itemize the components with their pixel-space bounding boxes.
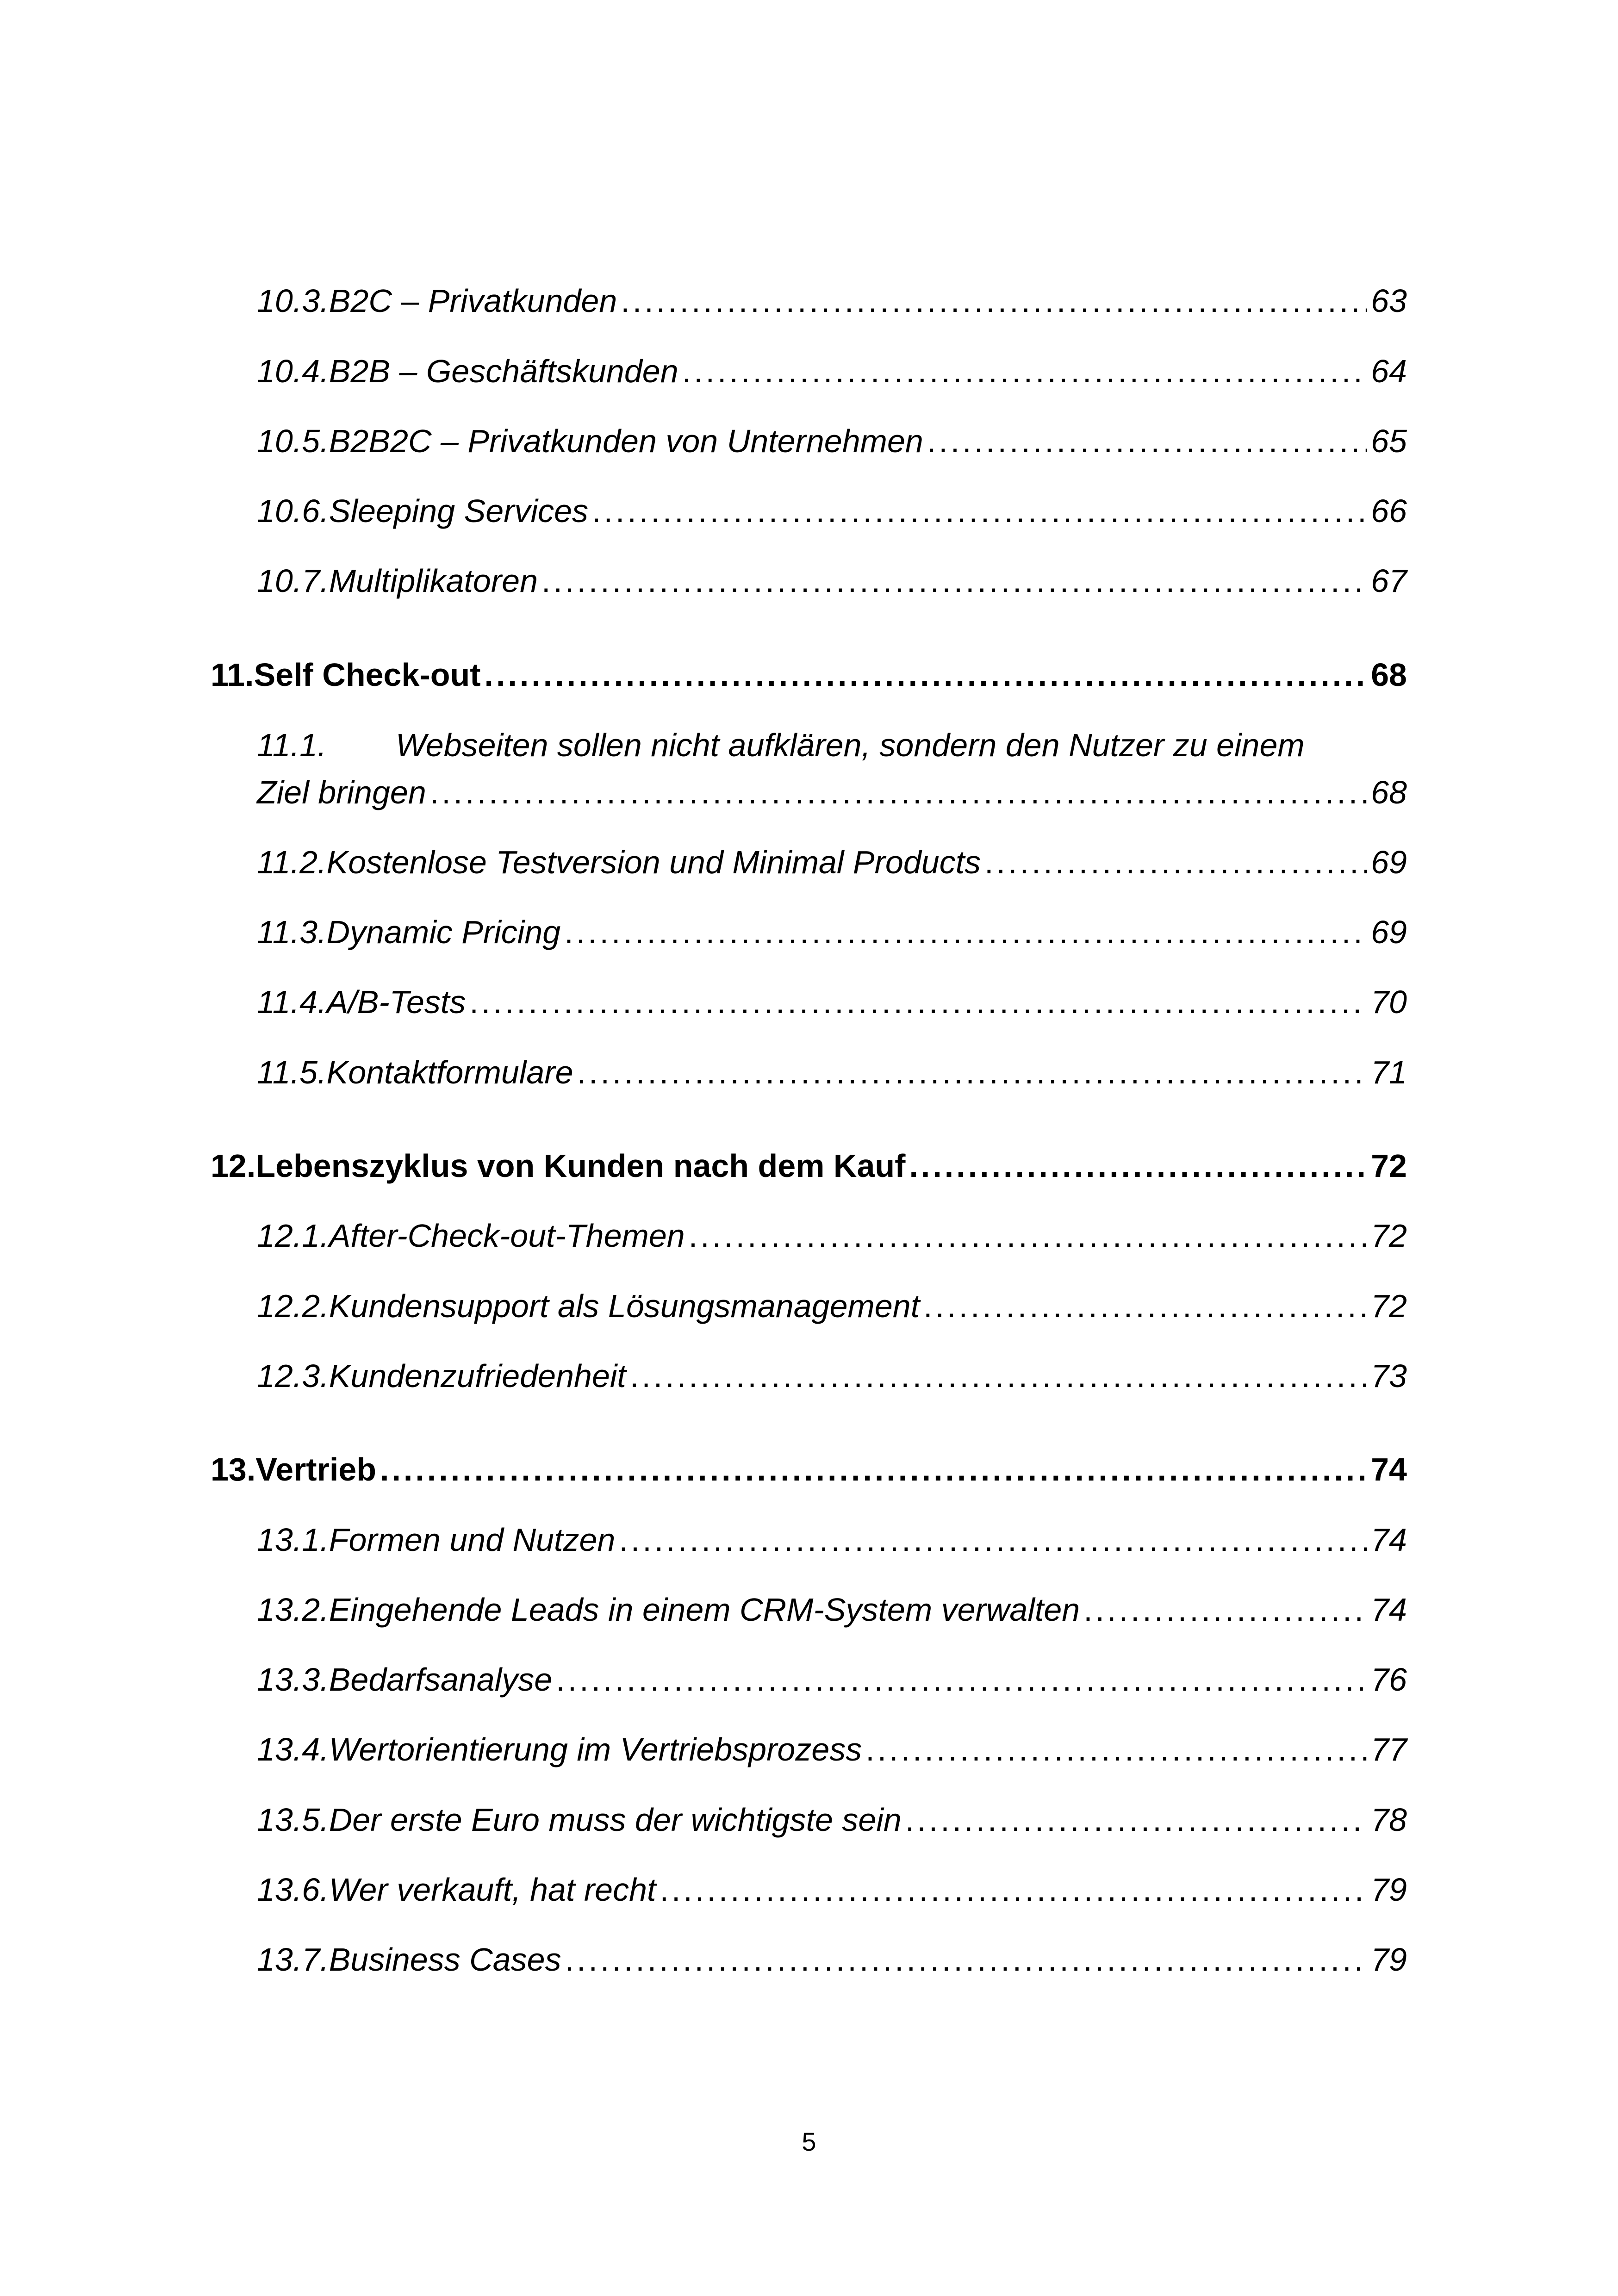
toc-entry-page: 63 — [1371, 283, 1407, 319]
toc-entry-page: 74 — [1371, 1592, 1407, 1628]
toc-dot-leader — [905, 1801, 1367, 1838]
toc-dot-leader — [865, 1731, 1367, 1768]
toc-entry-number: 12.1. — [257, 1218, 329, 1254]
toc-entry-title: Eingehende Leads in einem CRM-System verwalten — [329, 1592, 1080, 1628]
toc-entry-number: 11.1. — [257, 727, 327, 763]
toc-dot-leader — [430, 774, 1367, 811]
toc-entry-title: Webseiten sollen nicht aufklären, sondern den Nutzer zu einem — [396, 727, 1305, 763]
toc-entry-title: A/B-Tests — [326, 984, 466, 1020]
toc-entry-number: 12.3. — [257, 1358, 329, 1394]
toc-entry-page: 79 — [1371, 1941, 1407, 1978]
toc-entry-title: Business Cases — [329, 1941, 561, 1978]
toc-chapter-page: 74 — [1371, 1451, 1407, 1487]
toc-dot-leader — [565, 1941, 1368, 1978]
toc-entry-page: 76 — [1371, 1661, 1407, 1698]
toc-entry-number: 12.2. — [257, 1288, 329, 1324]
toc-dot-leader — [592, 492, 1367, 529]
toc-entry-page: 65 — [1371, 423, 1407, 459]
toc-dot-leader — [577, 1054, 1368, 1091]
toc-entry-title: Kundenzufriedenheit — [329, 1358, 626, 1394]
toc-entry-page: 72 — [1371, 1218, 1407, 1254]
toc-entry-number: 13.3. — [257, 1661, 329, 1698]
toc-entry-page: 70 — [1371, 984, 1407, 1020]
toc-entry-title: B2C – Privatkunden — [329, 283, 617, 319]
toc-entry-number: 10.7. — [257, 563, 329, 599]
toc-entry-number: 11.4. — [257, 984, 327, 1020]
toc-entry-title: Bedarfsanalyse — [329, 1661, 553, 1698]
toc-entry-title: Sleeping Services — [329, 493, 589, 529]
toc-entry-title: B2B – Geschäftskunden — [329, 353, 678, 389]
toc-entry-page: 69 — [1371, 844, 1407, 880]
toc-entry-title: Kundensupport als Lösungsmanagement — [329, 1288, 920, 1324]
toc-dot-leader — [619, 1521, 1367, 1558]
toc-entry-number: 10.4. — [257, 353, 329, 389]
toc-entry-number: 13.1. — [257, 1522, 329, 1558]
toc-dot-leader — [469, 983, 1367, 1020]
toc-dot-leader — [1083, 1591, 1367, 1628]
toc-chapter-title: Self Check-out — [254, 657, 481, 693]
toc-entry-number: 13.2. — [257, 1592, 329, 1628]
toc-entry-number: 10.3. — [257, 283, 329, 319]
toc-entry-title: B2B2C – Privatkunden von Unternehmen — [329, 423, 923, 459]
toc-entry-number: 13.4. — [257, 1731, 329, 1767]
toc-chapter-title: Lebenszyklus von Kunden nach dem Kauf — [255, 1148, 906, 1184]
toc-entry-title: Dynamic Pricing — [326, 914, 561, 950]
toc-entry-page: 73 — [1371, 1358, 1407, 1394]
toc-dot-leader — [541, 562, 1367, 599]
toc-dot-leader — [630, 1357, 1367, 1394]
toc-entry-page: 71 — [1371, 1054, 1407, 1090]
toc-dot-leader — [689, 1217, 1367, 1254]
toc-entry-page: 78 — [1371, 1802, 1407, 1838]
toc-entry-page: 74 — [1371, 1522, 1407, 1558]
toc-entry-title: Wer verkauft, hat recht — [329, 1872, 656, 1908]
toc-entry-page: 72 — [1371, 1288, 1407, 1324]
toc-dot-leader — [909, 1147, 1367, 1184]
toc-entry-number: 13.5. — [257, 1802, 329, 1838]
toc-dot-leader — [485, 656, 1368, 693]
toc-dot-leader — [927, 423, 1367, 460]
toc-entry-page: 66 — [1371, 493, 1407, 529]
toc-dot-leader — [621, 282, 1367, 319]
toc-entry-page: 68 — [1371, 774, 1407, 810]
toc-entry-number: 10.6. — [257, 493, 329, 529]
toc-chapter-title: Vertrieb — [255, 1451, 377, 1487]
toc-entry-page: 64 — [1371, 353, 1407, 389]
toc-entry-title: Kostenlose Testversion und Minimal Products — [326, 844, 981, 880]
toc-entry-title-continued: Ziel bringen — [257, 774, 426, 810]
toc-entry-number: 10.5. — [257, 423, 329, 459]
toc-entry-number: 11.2. — [257, 844, 327, 880]
toc-dot-leader — [660, 1871, 1367, 1908]
toc-dot-leader — [380, 1451, 1367, 1488]
toc-chapter-number: 13. — [211, 1451, 256, 1487]
toc-entry-number: 13.7. — [257, 1941, 329, 1978]
toc-dot-leader — [984, 844, 1367, 881]
toc-dot-leader — [556, 1661, 1367, 1698]
toc-chapter-page: 72 — [1371, 1148, 1407, 1184]
toc-entry-page: 77 — [1371, 1731, 1407, 1767]
toc-entry-title: Wertorientierung im Vertriebsprozess — [329, 1731, 862, 1767]
toc-entry-page: 67 — [1371, 563, 1407, 599]
toc-chapter-number: 12. — [211, 1148, 256, 1184]
toc-entry-title: Der erste Euro muss der wichtigste sein — [329, 1802, 902, 1838]
toc-entry-page: 69 — [1371, 914, 1407, 950]
toc-entry-title: After-Check-out-Themen — [329, 1218, 685, 1254]
toc-entry-page: 79 — [1371, 1872, 1407, 1908]
toc-dot-leader — [923, 1288, 1367, 1325]
page-number: 5 — [802, 2127, 816, 2156]
toc-entry-title: Formen und Nutzen — [329, 1522, 616, 1558]
toc-dot-leader — [682, 353, 1367, 390]
toc-chapter-number: 11. — [211, 657, 254, 693]
toc-entry-title: Kontaktformulare — [326, 1054, 573, 1090]
toc-dot-leader — [564, 914, 1367, 951]
toc-entry-title: Multiplikatoren — [329, 563, 538, 599]
toc-entry-number: 11.5. — [257, 1054, 327, 1090]
toc-entry-number: 11.3. — [257, 914, 327, 950]
toc-chapter-page: 68 — [1371, 657, 1407, 693]
toc-entry-number: 13.6. — [257, 1872, 329, 1908]
